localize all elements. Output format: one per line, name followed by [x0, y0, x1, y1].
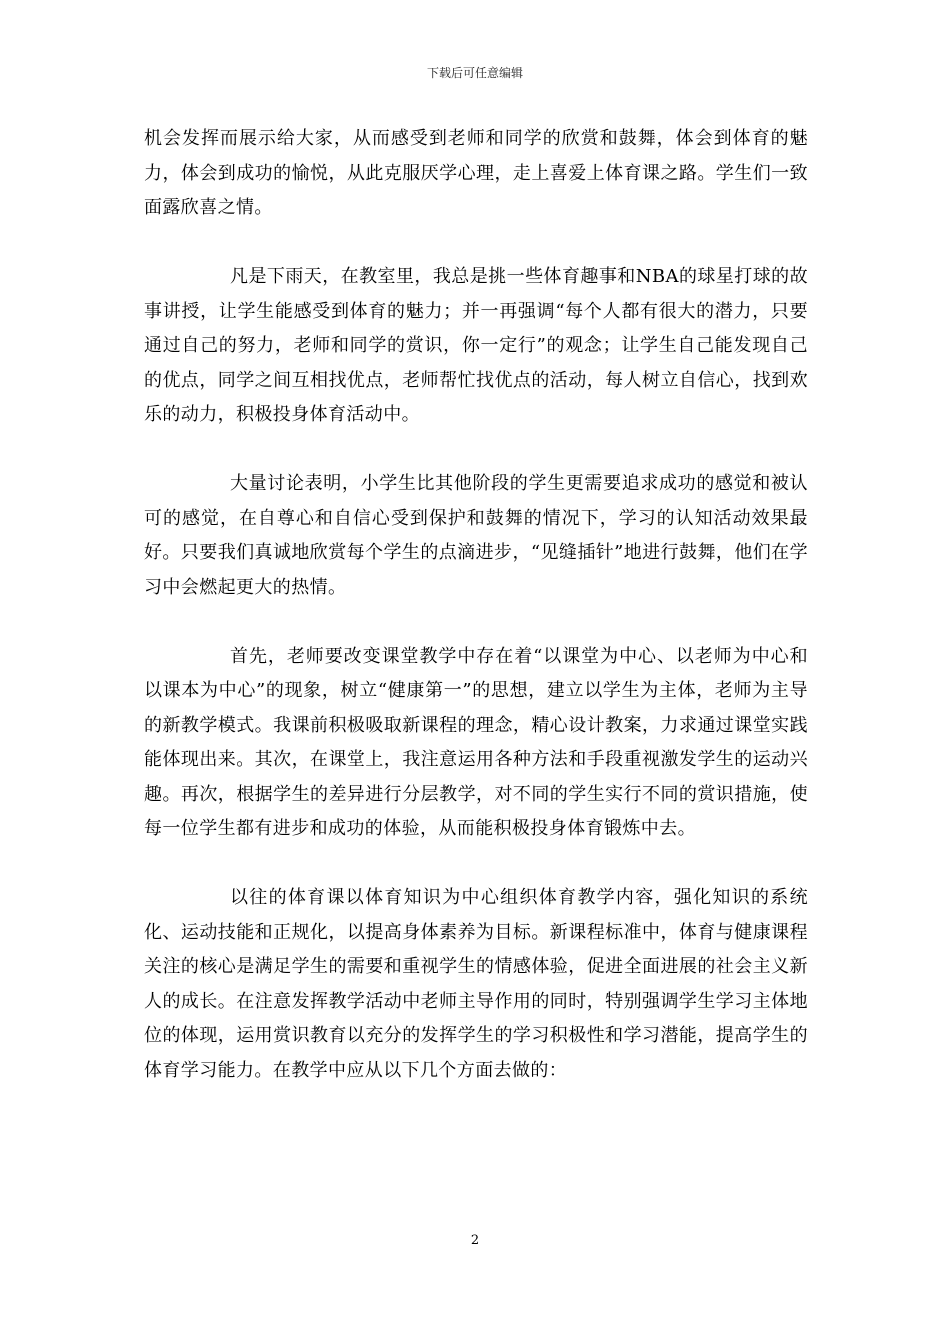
- document-body: [144, 122, 808, 1088]
- paragraph-teaching-model: 首先，老师要改变课堂教学中存在着“以课堂为中心、以老师为中心和以课本为中心”的现象，树立“健康第一”的思想，建立以学生为主体，老师为主导的新教学模式。我课前积极吸取新课程的理念，精心设计教案，力求通过课堂实践能体现出来。其次，在课堂上，我注意运用各种方法和手段重视激发学生的运动兴趣。再次，根据学生的差异进行分层教学，对不同的学生实行不同的赏识措施，使每一位学生都有进步和成功的体验，从而能积极投身体育锻炼中去。: [144, 645, 808, 839]
- paragraph-research: 大量讨论表明，小学生比其他阶段的学生更需要追求成功的感觉和被认可的感觉，在自尊心和自信心受到保护和鼓舞的情况下，学习的认知活动效果最好。只要我们真诚地欣赏每个学生的点滴进步，“见缝插针”地进行鼓舞，他们在学习中会燃起更大的热情。: [144, 473, 808, 598]
- paragraph-rainy-day: 凡是下雨天，在教室里，我总是挑一些体育趣事和NBA的球星打球的故事讲授，让学生能感受到体育的魅力；并一再强调“每个人都有很大的潜力，只要通过自己的努力，老师和同学的赏识，你一定行”的观念；让学生自己能发现自己的优点，同学之间互相找优点，老师帮忙找优点的活动，每人树立自信心，找到欢乐的动力，积极投身体育活动中。: [144, 266, 808, 425]
- page-header: 下载后可任意编辑: [426, 66, 523, 80]
- page-number: 2: [470, 1233, 480, 1248]
- paragraph-curriculum: 以往的体育课以体育知识为中心组织体育教学内容，强化知识的系统化、运动技能和正规化，以提高身体素养为目标。新课程标准中，体育与健康课程关注的核心是满足学生的需要和重视学生的情感体验，促进全面进展的社会主义新人的成长。在注意发挥教学活动中老师主导作用的同时，特别强调学生学习主体地位的体现，运用赏识教育以充分的发挥学生的学习积极性和学习潜能，提高学生的体育学习能力。在教学中应从以下几个方面去做的：: [144, 887, 808, 1081]
- paragraph-continuation: 机会发挥而展示给大家，从而感受到老师和同学的欣赏和鼓舞，体会到体育的魅力，体会到成功的愉悦，从此克服厌学心理，走上喜爱上体育课之路。学生们一致面露欣喜之情。: [144, 128, 808, 218]
